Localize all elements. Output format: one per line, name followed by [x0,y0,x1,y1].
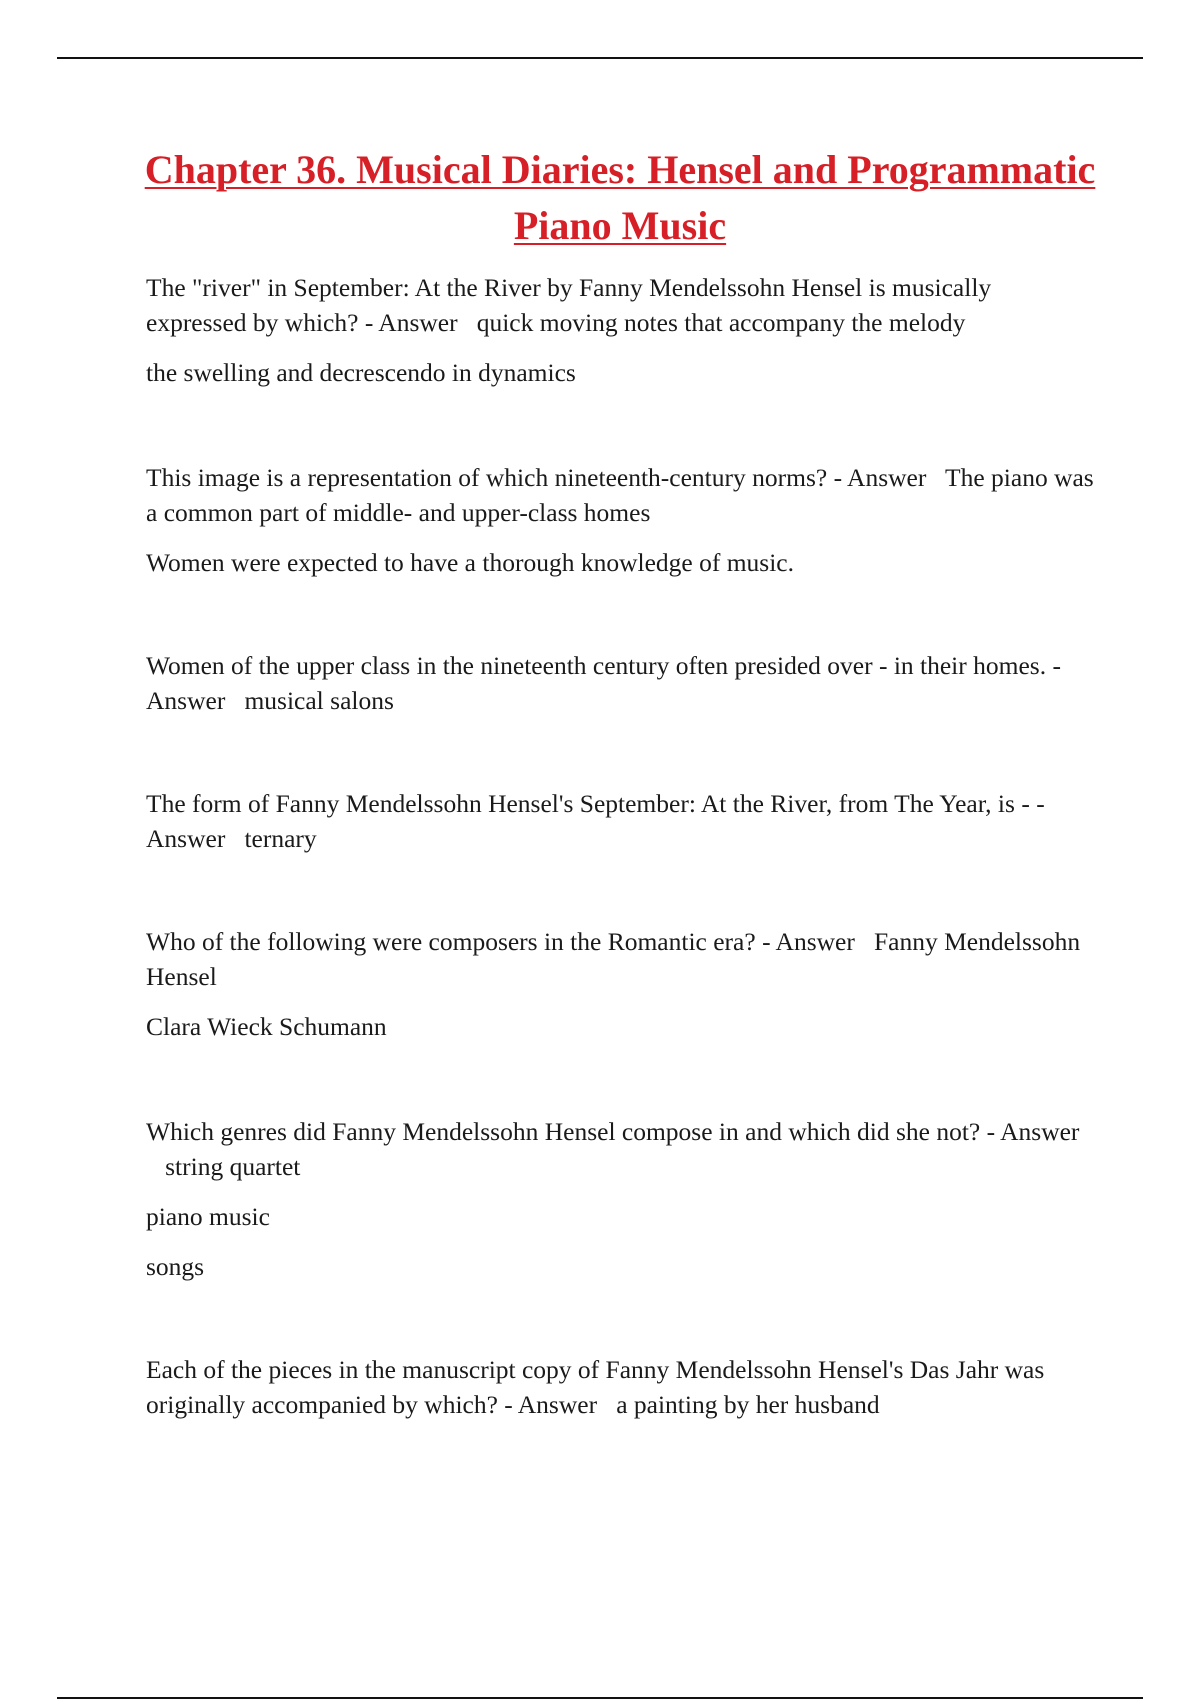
qa-line [146,786,1096,856]
answer-label: - Answer [833,463,927,492]
answer-label: - Answer [504,1390,598,1419]
answer-extra: the swelling and decrescendo in dynamics [146,358,576,387]
qa-item [146,786,1096,856]
qa-item [146,270,1096,390]
qa-line [146,1352,1096,1422]
qa-item [146,1352,1096,1422]
qa-line [146,270,1096,340]
answer-text: musical salons [244,686,394,715]
answer-text: The piano was a common part of middle- and upper-class homes [146,463,1094,527]
question-text: Who of the following were composers in the Romantic era? [146,927,756,956]
qa-line [146,1114,1096,1184]
answer-extra: songs [146,1252,205,1281]
question-text: Each of the pieces in the manuscript copy of Fanny Mendelssohn Hensel's Das Jahr was originally accompanied by which? [146,1355,1045,1419]
qa-item [146,924,1096,1044]
bottom-rule [57,1697,1143,1699]
answer-text: quick moving notes that accompany the melody [476,308,966,337]
qa-line [146,924,1096,994]
answer-text: a painting by her husband [616,1390,880,1419]
answer-extra: Women were expected to have a thorough knowledge of music. [146,548,794,577]
answer-text: Fanny Mendelssohn Hensel [146,927,1081,991]
answer-label: - Answer [146,789,1045,853]
qa-item [146,1114,1096,1284]
qa-line [146,648,1096,718]
qa-item [146,648,1096,718]
question-text: Women of the upper class in the nineteenth century often presided over - in their homes. [146,651,1047,680]
answer-text: string quartet [165,1152,301,1181]
answer-label: - Answer [986,1117,1080,1146]
answer-label: - Answer [364,308,458,337]
question-text: Which genres did Fanny Mendelssohn Hensel compose in and which did she not? [146,1117,981,1146]
question-text: This image is a representation of which nineteenth-century norms? [146,463,828,492]
answer-text: ternary [244,824,317,853]
top-rule [57,57,1143,59]
answer-label: - Answer [762,927,855,956]
qa-line [146,460,1096,530]
question-text: The form of Fanny Mendelssohn Hensel's September: At the River, from The Year, is - [146,789,1030,818]
answer-extra: Clara Wieck Schumann [146,1012,387,1041]
question-text: The "river" in September: At the River by Fanny Mendelssohn Hensel is musically expressed by which? [146,273,992,337]
answer-extra: piano music [146,1202,270,1231]
page-title: Chapter 36. Musical Diaries: Hensel and Programmatic Piano Music [144,147,1096,248]
answer-label: - Answer [146,651,1061,715]
qa-item [146,460,1096,580]
